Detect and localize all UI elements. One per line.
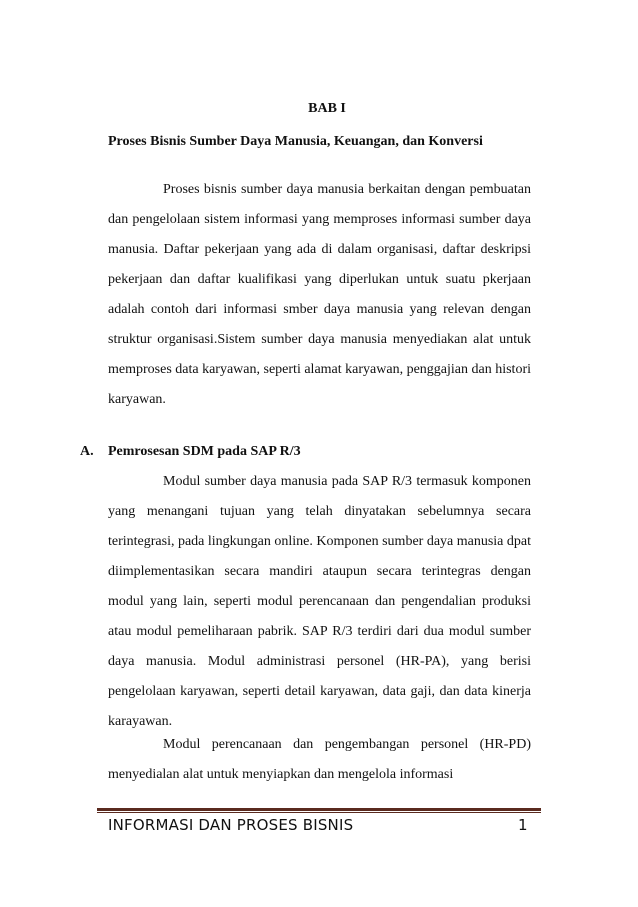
footer-rule-thin	[97, 812, 541, 813]
page-number: 1	[518, 816, 528, 834]
section-a-paragraph-1: Modul sumber daya manusia pada SAP R/3 termasuk komponen yang menangani tujuan yang telah dinyatakan sebelumnya secara terintegrasi, pada lingkungan online. Komponen sumber daya manusia dpat diimplementasikan secara mandiri ataupun secara terintegras dengan modul yang lain, seperti modul perencanaan dan pengendalian produksi atau modul pemeliharaan pabrik. SAP R/3 terdiri dari dua modul sumber daya manusia. Modul administrasi personel (HR-PA), yang berisi pengelolaan karyawan, seperti detail karyawan, data gaji, dan data kinerja karayawan.	[108, 474, 532, 729]
footer-title: INFORMASI DAN PROSES BISNIS	[108, 816, 354, 834]
chapter-title: Proses Bisnis Sumber Daya Manusia, Keuangan, dan Konversi	[108, 134, 483, 149]
intro-paragraph: Proses bisnis sumber daya manusia berkaitan dengan pembuatan dan pengelolaan sistem informasi yang memproses informasi sumber daya manusia. Daftar pekerjaan yang ada di dalam organisasi, daftar deskripsi pekerjaan dan daftar kualifikasi yang diperlukan untuk suatu pkerjaan adalah contoh dari informasi smber daya manusia yang relevan dengan struktur organisasi.Sistem sumber daya manusia menyediakan alat untuk memproses data karyawan, seperti alamat karyawan, penggajian dan histori karyawan.	[108, 182, 531, 407]
section-a-title: Pemrosesan SDM pada SAP R/3	[108, 444, 301, 459]
section-a-paragraph-2: Modul perencanaan dan pengembangan personel (HR-PD) menyedialan alat untuk menyiapkan dan mengelola informasi	[108, 737, 531, 782]
chapter-label: BAB I	[308, 101, 346, 116]
section-a-heading	[80, 444, 301, 460]
section-a-letter: A.	[80, 444, 94, 459]
footer-rule-thick	[97, 808, 541, 811]
